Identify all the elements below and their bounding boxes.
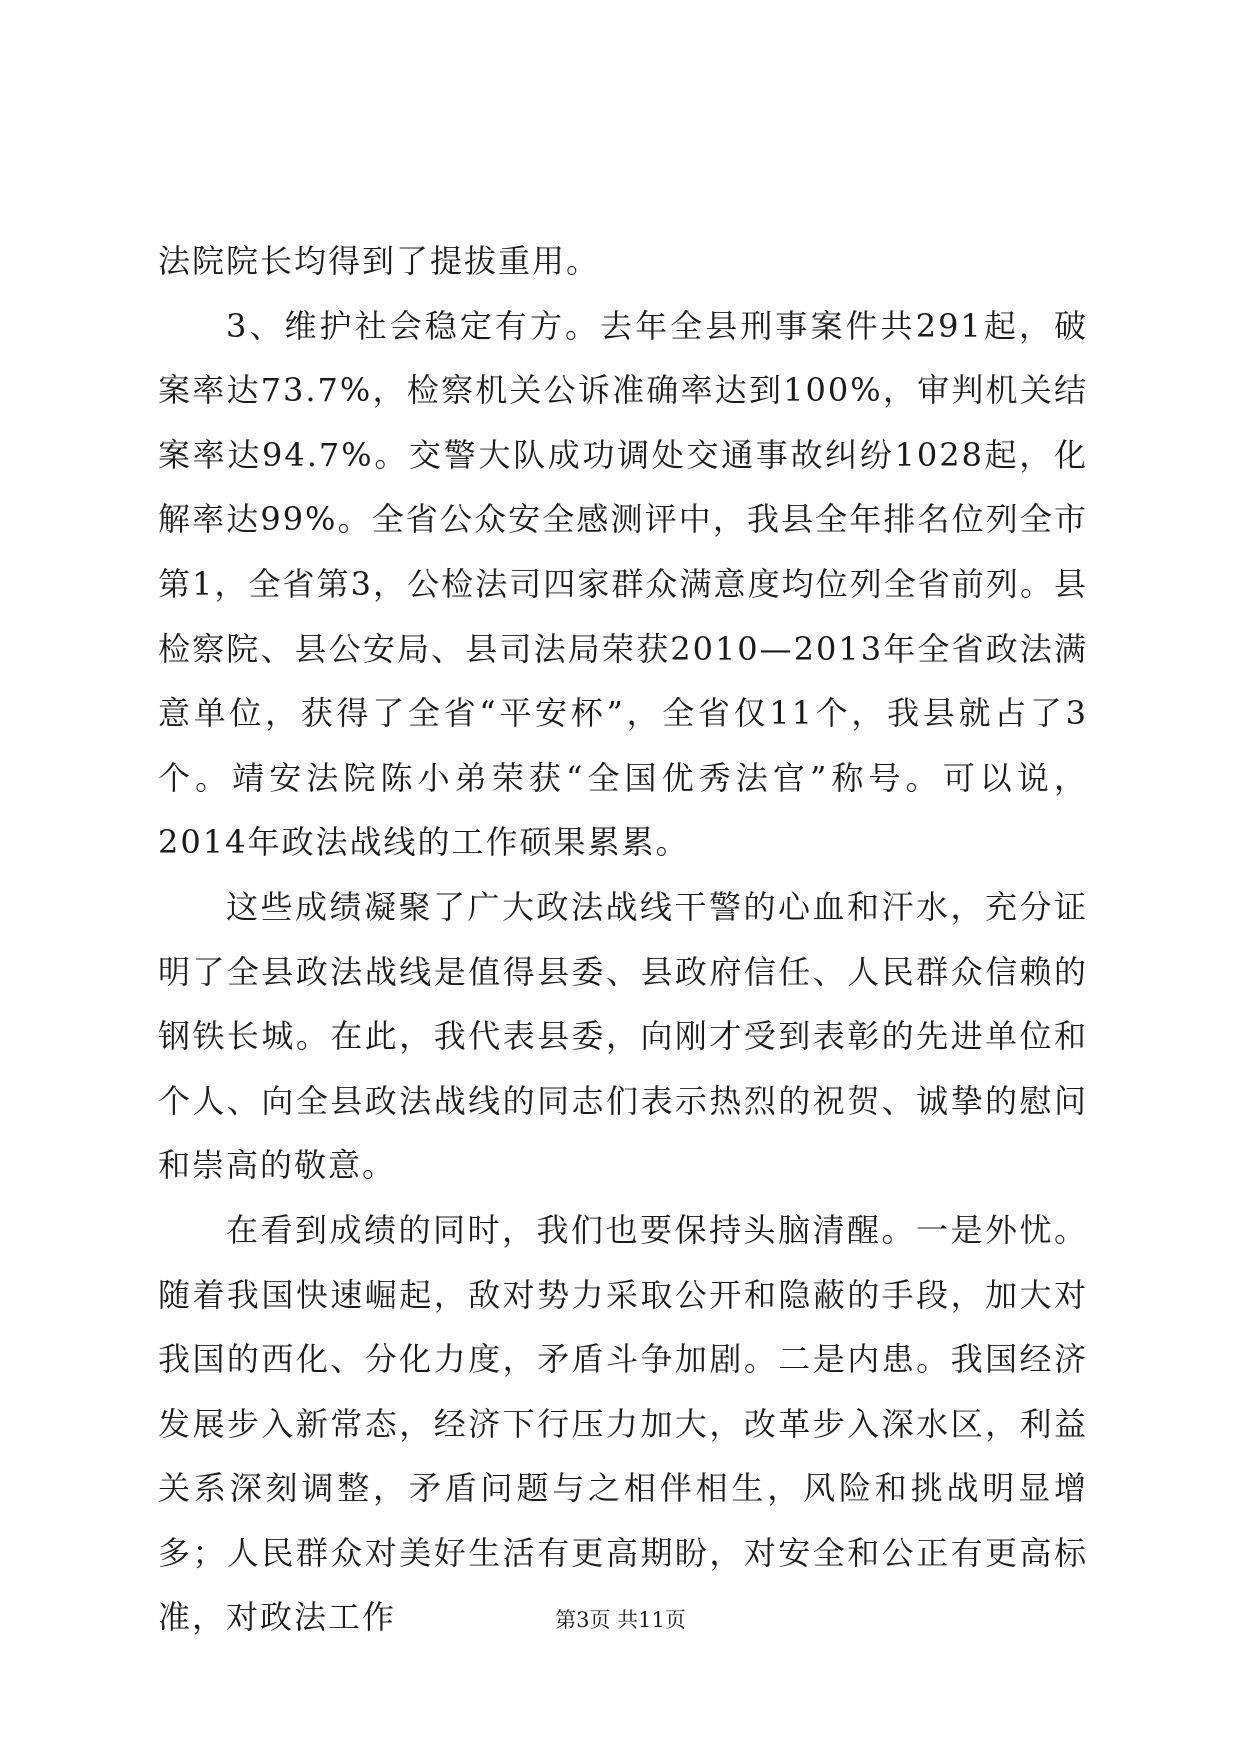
paragraph-social-stability: 3、维护社会稳定有方。去年全县刑事案件共291起，破案率达73.7%，检察机关公诉准确率达到100%，审判机关结案率达94.7%。交警大队成功调处交通事故纠纷1028起，化解率达99%。全省公众安全感测评中，我县全年排名位列全市第1，全省第3，公检法司四家群众满意度均位列全省前列。县检察院、县公安局、县司法局荣获2010—2013年全省政法满意单位，获得了全省“平安杯”，全省仅11个，我县就占了3个。靖安法院陈小弟荣获“全国优秀法官”称号。可以说，2014年政法战线的工作硕果累累。 (158, 306, 1088, 862)
paragraph-continuation: 法院院长均得到了提拔重用。 (158, 242, 601, 280)
paragraph-achievements-tribute: 这些成绩凝聚了广大政法战线干警的心血和汗水，充分证明了全县政法战线是值得县委、县政府信任、人民群众信赖的钢铁长城。在此，我代表县委，向刚才受到表彰的先进单位和个人、向全县政法战线的同志们表示热烈的祝贺、诚挚的慰问和崇高的敬意。 (158, 887, 1088, 1185)
page-footer (0, 1605, 1241, 1635)
page-number: 第3页 共11页 (555, 1608, 686, 1632)
paragraph-challenges: 在看到成绩的同时，我们也要保持头脑清醒。一是外忧。随着我国快速崛起，敌对势力采取公开和隐蔽的手段，加大对我国的西化、分化力度，矛盾斗争加剧。二是内患。我国经济发展步入新常态，经济下行压力加大，改革步入深水区，利益关系深刻调整，矛盾问题与之相伴相生，风险和挑战明显增多；人民群众对美好生活有更高期盼，对安全和公正有更高标准，对政法工作 (158, 1210, 1088, 1637)
document-body (158, 229, 1088, 1650)
